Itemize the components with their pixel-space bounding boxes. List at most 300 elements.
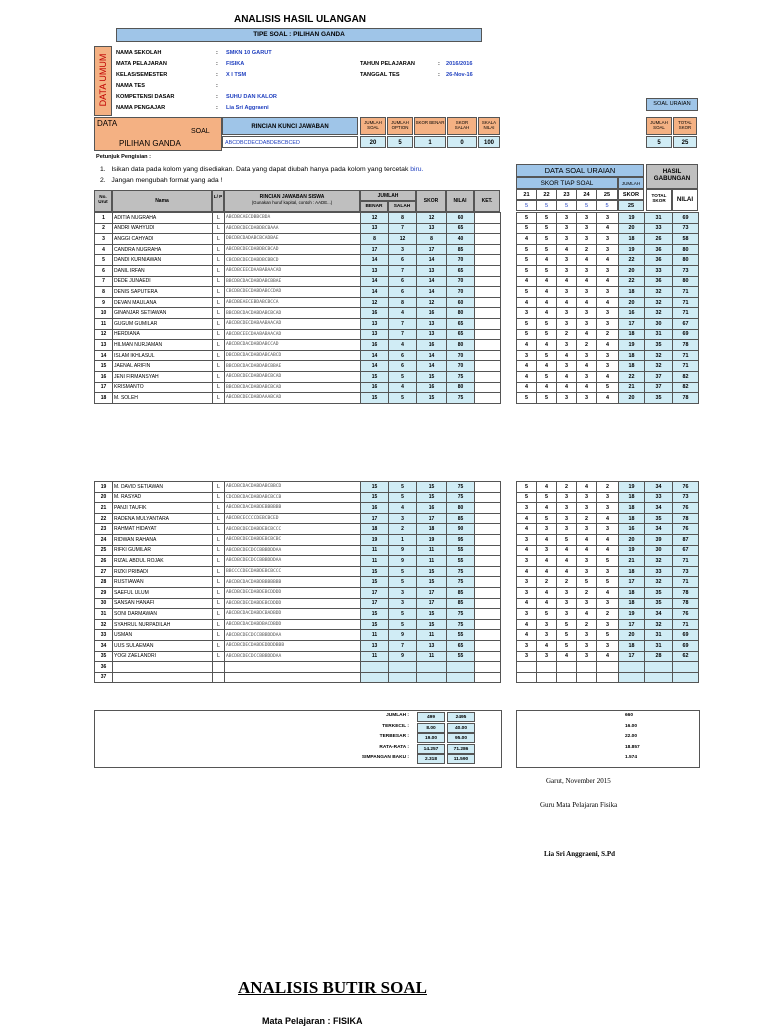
student-answers[interactable]: ABCDBCDACDABDBACDBDD xyxy=(225,619,361,630)
student-answers[interactable]: CDCDBCDACDABDABCBCCB xyxy=(225,492,361,503)
student-gender[interactable]: L xyxy=(213,213,225,224)
student-gender[interactable]: L xyxy=(213,287,225,298)
uraian-score[interactable]: 3 xyxy=(517,587,537,598)
uraian-score[interactable]: 3 xyxy=(597,234,619,245)
uraian-score[interactable]: 4 xyxy=(597,276,619,287)
uraian-score[interactable]: 3 xyxy=(577,492,597,503)
uraian-score[interactable]: 4 xyxy=(517,340,537,351)
uraian-score[interactable]: 4 xyxy=(597,513,619,524)
uraian-score[interactable]: 4 xyxy=(517,545,537,556)
uraian-score[interactable]: 2 xyxy=(577,244,597,255)
student-gender[interactable]: L xyxy=(213,503,225,514)
uraian-score[interactable]: 2 xyxy=(597,482,619,493)
uraian-score[interactable]: 3 xyxy=(557,587,577,598)
student-name[interactable]: DANDI KURNIAWAN xyxy=(113,255,213,266)
uraian-score[interactable]: 3 xyxy=(517,308,537,319)
student-name[interactable]: ADITIA NUGRAHA xyxy=(113,213,213,224)
student-name[interactable] xyxy=(113,662,213,673)
uraian-score[interactable]: 4 xyxy=(537,556,557,567)
uraian-score[interactable]: 3 xyxy=(517,350,537,361)
uraian-score[interactable]: 3 xyxy=(577,350,597,361)
uraian-score[interactable]: 4 xyxy=(537,640,557,651)
student-name[interactable]: RIFKI GUMILAR xyxy=(113,545,213,556)
uraian-score[interactable]: 3 xyxy=(597,566,619,577)
student-gender[interactable]: L xyxy=(213,223,225,234)
student-name[interactable]: ISLAM IKHLASUL xyxy=(113,350,213,361)
uraian-score[interactable] xyxy=(517,662,537,673)
uraian-score[interactable]: 4 xyxy=(537,287,557,298)
student-gender[interactable]: L xyxy=(213,382,225,393)
student-answers[interactable]: DBCDBCDADABCBCADBAE xyxy=(225,234,361,245)
uraian-score[interactable]: 4 xyxy=(517,361,537,372)
uraian-score[interactable]: 4 xyxy=(577,609,597,620)
uraian-score[interactable]: 4 xyxy=(577,276,597,287)
uraian-score[interactable]: 3 xyxy=(577,287,597,298)
uraian-score[interactable]: 3 xyxy=(597,361,619,372)
student-answers[interactable]: ABCDBCDECDABDEBCBCBC xyxy=(225,534,361,545)
uraian-score[interactable]: 3 xyxy=(537,524,557,535)
student-gender[interactable]: L xyxy=(213,609,225,620)
student-gender[interactable]: L xyxy=(213,234,225,245)
uraian-score[interactable]: 2 xyxy=(557,329,577,340)
uraian-score[interactable]: 5 xyxy=(517,318,537,329)
uraian-score[interactable]: 4 xyxy=(537,297,557,308)
student-name[interactable]: SYAHRUL NURPADILAH xyxy=(113,619,213,630)
uraian-score[interactable]: 4 xyxy=(597,545,619,556)
uraian-score[interactable] xyxy=(517,672,537,683)
student-answers[interactable]: DBCDBCDACDABDABCABCD xyxy=(225,350,361,361)
uraian-score[interactable]: 3 xyxy=(557,598,577,609)
uraian-score[interactable]: 4 xyxy=(517,524,537,535)
uraian-score[interactable]: 4 xyxy=(577,255,597,266)
uraian-score[interactable]: 3 xyxy=(597,598,619,609)
uraian-score[interactable]: 4 xyxy=(537,482,557,493)
student-name[interactable]: JAENAL ARIFIN xyxy=(113,361,213,372)
uraian-score[interactable] xyxy=(597,662,619,673)
student-gender[interactable]: L xyxy=(213,340,225,351)
uraian-score[interactable]: 5 xyxy=(517,393,537,404)
student-gender[interactable]: L xyxy=(213,244,225,255)
uraian-score[interactable]: 3 xyxy=(577,630,597,641)
uraian-score[interactable]: 4 xyxy=(537,308,557,319)
uraian-score[interactable]: 3 xyxy=(577,318,597,329)
uraian-score[interactable]: 5 xyxy=(537,393,557,404)
uraian-score[interactable]: 5 xyxy=(517,492,537,503)
uraian-score[interactable]: 4 xyxy=(517,297,537,308)
uraian-score[interactable]: 5 xyxy=(537,223,557,234)
skala-nilai-value[interactable]: 100 xyxy=(478,136,500,148)
student-answers[interactable]: ABCDBCDACDABDBBBBBBB xyxy=(225,577,361,588)
student-answers[interactable]: ABCDBCDECDABDEBCDDDD xyxy=(225,598,361,609)
student-name[interactable]: ANGGI CAHYADI xyxy=(113,234,213,245)
student-answers[interactable]: ABCDBCDECDABDBCBCAD xyxy=(225,244,361,255)
uraian-score[interactable]: 3 xyxy=(557,265,577,276)
uraian-score[interactable]: 4 xyxy=(597,297,619,308)
skor-salah-value[interactable]: 0 xyxy=(447,136,477,148)
student-name[interactable]: DEDE JUNAEDI xyxy=(113,276,213,287)
uraian-score[interactable]: 4 xyxy=(557,244,577,255)
uraian-score[interactable]: 4 xyxy=(577,329,597,340)
uraian-score[interactable]: 2 xyxy=(597,329,619,340)
uraian-score[interactable]: 4 xyxy=(557,651,577,662)
uraian-score[interactable]: 5 xyxy=(537,318,557,329)
uraian-score[interactable]: 4 xyxy=(537,382,557,393)
uraian-score[interactable]: 3 xyxy=(557,609,577,620)
uraian-score[interactable]: 5 xyxy=(557,534,577,545)
uraian-score[interactable]: 2 xyxy=(597,609,619,620)
student-answers[interactable]: ABCDBCDECDABDBCBAAA xyxy=(225,223,361,234)
uraian-score[interactable]: 2 xyxy=(577,587,597,598)
uraian-score[interactable]: 5 xyxy=(517,244,537,255)
uraian-score[interactable]: 5 xyxy=(517,482,537,493)
uraian-score[interactable]: 3 xyxy=(537,545,557,556)
student-answers[interactable]: ABCDBCDECDABDABCBCAD xyxy=(225,371,361,382)
student-gender[interactable]: L xyxy=(213,566,225,577)
uraian-score[interactable]: 5 xyxy=(517,255,537,266)
student-name[interactable]: UUS SULAEMAN xyxy=(113,640,213,651)
student-answers[interactable]: ABCDBCDACDABDCBADBDD xyxy=(225,609,361,620)
uraian-score[interactable]: 4 xyxy=(577,482,597,493)
student-name[interactable]: GINANJAR SETIAWAN xyxy=(113,308,213,319)
student-name[interactable]: GUGUM GUMILAR xyxy=(113,318,213,329)
uraian-jumlah-soal-value[interactable]: 5 xyxy=(646,136,672,148)
student-gender[interactable]: L xyxy=(213,534,225,545)
info-value[interactable]: X I TSM xyxy=(226,72,247,78)
uraian-score[interactable]: 4 xyxy=(517,598,537,609)
kunci-jawaban[interactable]: ABCDBCDECDABDEBCBCED xyxy=(222,136,358,148)
uraian-score[interactable]: 4 xyxy=(537,361,557,372)
student-gender[interactable]: L xyxy=(213,297,225,308)
uraian-score[interactable]: 3 xyxy=(557,255,577,266)
student-name[interactable]: USMAN xyxy=(113,630,213,641)
uraian-score[interactable]: 4 xyxy=(517,371,537,382)
uraian-score[interactable]: 4 xyxy=(577,545,597,556)
student-gender[interactable]: L xyxy=(213,556,225,567)
student-gender[interactable]: L xyxy=(213,255,225,266)
student-gender[interactable]: L xyxy=(213,492,225,503)
uraian-score[interactable]: 5 xyxy=(557,640,577,651)
uraian-score[interactable]: 3 xyxy=(517,577,537,588)
student-name[interactable]: RIZAL ABDUL ROJAK xyxy=(113,556,213,567)
student-name[interactable]: SONI DARMAWAN xyxy=(113,609,213,620)
uraian-score[interactable]: 3 xyxy=(597,619,619,630)
info-value[interactable]: Lia Sri Aggraeni xyxy=(226,105,269,111)
uraian-score[interactable]: 4 xyxy=(557,276,577,287)
uraian-score[interactable]: 3 xyxy=(597,244,619,255)
uraian-score[interactable]: 4 xyxy=(597,393,619,404)
uraian-score[interactable]: 3 xyxy=(517,534,537,545)
student-gender[interactable]: L xyxy=(213,630,225,641)
student-gender[interactable]: L xyxy=(213,371,225,382)
student-answers[interactable]: CBCDBCDECDABDBCBBCD xyxy=(225,255,361,266)
uraian-score[interactable]: 4 xyxy=(557,382,577,393)
student-answers[interactable]: ABCDBCDACDABDABCBBCD xyxy=(225,482,361,493)
uraian-score[interactable]: 3 xyxy=(557,234,577,245)
uraian-score[interactable] xyxy=(597,672,619,683)
uraian-score[interactable]: 3 xyxy=(557,340,577,351)
uraian-score[interactable]: 3 xyxy=(577,234,597,245)
uraian-score[interactable]: 2 xyxy=(537,577,557,588)
uraian-score[interactable]: 3 xyxy=(517,503,537,514)
uraian-score[interactable]: 3 xyxy=(577,308,597,319)
student-gender[interactable]: L xyxy=(213,587,225,598)
uraian-score[interactable]: 4 xyxy=(537,566,557,577)
uraian-score[interactable]: 4 xyxy=(517,234,537,245)
uraian-score[interactable]: 3 xyxy=(577,640,597,651)
student-name[interactable]: DEVAN MAULANA xyxy=(113,297,213,308)
info-value[interactable]: SUHU DAN KALOR xyxy=(226,94,277,100)
uraian-score[interactable]: 5 xyxy=(577,577,597,588)
uraian-score[interactable]: 3 xyxy=(597,492,619,503)
uraian-score[interactable]: 4 xyxy=(557,350,577,361)
uraian-score[interactable]: 4 xyxy=(537,534,557,545)
student-name[interactable]: RAHMAT HIDAYAT xyxy=(113,524,213,535)
student-answers[interactable]: ABCDBCDECDCCBBBDDDAA xyxy=(225,630,361,641)
uraian-score[interactable]: 4 xyxy=(537,587,557,598)
uraian-score[interactable]: 4 xyxy=(517,513,537,524)
uraian-score[interactable]: 3 xyxy=(597,350,619,361)
uraian-score[interactable]: 5 xyxy=(597,556,619,567)
student-answers[interactable]: ABCDBCDECDCCBBBDDDAA xyxy=(225,651,361,662)
uraian-score[interactable]: 5 xyxy=(537,492,557,503)
uraian-score[interactable] xyxy=(557,672,577,683)
student-gender[interactable]: L xyxy=(213,265,225,276)
student-answers[interactable]: ABCDBCDECDABDEBCDDDD xyxy=(225,587,361,598)
uraian-score[interactable]: 5 xyxy=(517,223,537,234)
uraian-score[interactable]: 3 xyxy=(577,556,597,567)
uraian-score[interactable]: 3 xyxy=(557,503,577,514)
student-gender[interactable]: L xyxy=(213,577,225,588)
student-answers[interactable]: ABCDBCDECDABDEBCBCCC xyxy=(225,524,361,535)
uraian-score[interactable]: 4 xyxy=(537,598,557,609)
student-name[interactable] xyxy=(113,672,213,683)
uraian-score[interactable]: 5 xyxy=(597,382,619,393)
uraian-score[interactable]: 3 xyxy=(517,609,537,620)
student-answers[interactable]: BBCDBCDACDABDABCBCAD xyxy=(225,382,361,393)
uraian-score[interactable]: 3 xyxy=(597,524,619,535)
student-answers[interactable]: BBCDBCDACDABDABCBBAE xyxy=(225,361,361,372)
student-answers[interactable]: ABCDBCDECDCCBBBDDDAA xyxy=(225,545,361,556)
uraian-score[interactable]: 4 xyxy=(597,371,619,382)
student-name[interactable]: DENIS SAPUTERA xyxy=(113,287,213,298)
student-answers[interactable]: ABCDBCDECDABDAAABCAD xyxy=(225,393,361,404)
student-gender[interactable] xyxy=(213,672,225,683)
student-name[interactable]: YOGI ZAELANDRI xyxy=(113,651,213,662)
skor-benar-value[interactable]: 1 xyxy=(414,136,446,148)
student-name[interactable]: HILMAN NURJAMAN xyxy=(113,340,213,351)
uraian-score[interactable]: 2 xyxy=(557,577,577,588)
student-gender[interactable]: L xyxy=(213,640,225,651)
student-gender[interactable]: L xyxy=(213,361,225,372)
uraian-score[interactable]: 4 xyxy=(517,276,537,287)
uraian-score[interactable]: 3 xyxy=(537,630,557,641)
uraian-score[interactable]: 4 xyxy=(557,371,577,382)
student-name[interactable]: ANDRI WAHYUDI xyxy=(113,223,213,234)
uraian-score[interactable]: 4 xyxy=(517,630,537,641)
uraian-score[interactable]: 4 xyxy=(537,340,557,351)
student-gender[interactable]: L xyxy=(213,524,225,535)
student-answers[interactable]: ABCDBEAECEBDABCBCCA xyxy=(225,297,361,308)
uraian-score[interactable]: 2 xyxy=(557,482,577,493)
uraian-score[interactable]: 5 xyxy=(537,329,557,340)
uraian-score[interactable]: 3 xyxy=(597,265,619,276)
uraian-score[interactable]: 4 xyxy=(557,566,577,577)
tahun-value[interactable]: 2016/2016 xyxy=(446,61,473,67)
uraian-score[interactable]: 3 xyxy=(597,287,619,298)
uraian-score[interactable]: 3 xyxy=(577,566,597,577)
student-gender[interactable]: L xyxy=(213,619,225,630)
uraian-score[interactable]: 4 xyxy=(577,297,597,308)
uraian-score[interactable]: 5 xyxy=(537,371,557,382)
student-answers[interactable]: BBCCCCDECDABDEBCBCCC xyxy=(225,566,361,577)
student-answers[interactable]: ABCDBCDECDABAABAACAD xyxy=(225,318,361,329)
student-answers[interactable]: ABCDBCEECDAABABAACAD xyxy=(225,329,361,340)
uraian-score[interactable]: 5 xyxy=(537,213,557,224)
uraian-score[interactable]: 3 xyxy=(597,503,619,514)
student-name[interactable]: SAEFUL ULUM xyxy=(113,587,213,598)
uraian-score[interactable]: 3 xyxy=(577,651,597,662)
uraian-score[interactable]: 5 xyxy=(517,213,537,224)
uraian-score[interactable]: 5 xyxy=(597,577,619,588)
uraian-score[interactable]: 3 xyxy=(557,492,577,503)
uraian-score[interactable]: 3 xyxy=(557,393,577,404)
uraian-score[interactable]: 5 xyxy=(517,329,537,340)
uraian-score[interactable] xyxy=(577,672,597,683)
uraian-score[interactable]: 3 xyxy=(517,651,537,662)
uraian-score[interactable]: 5 xyxy=(537,609,557,620)
student-answers[interactable]: ABCDBCAECDBBCBDA xyxy=(225,213,361,224)
uraian-score[interactable]: 5 xyxy=(597,630,619,641)
uraian-score[interactable] xyxy=(537,662,557,673)
student-name[interactable]: M. SOLEH xyxy=(113,393,213,404)
uraian-score[interactable]: 2 xyxy=(577,513,597,524)
uraian-score[interactable]: 4 xyxy=(537,276,557,287)
uraian-score[interactable]: 4 xyxy=(517,566,537,577)
uraian-score[interactable]: 2 xyxy=(577,619,597,630)
info-value[interactable]: FISIKA xyxy=(226,61,245,67)
student-answers[interactable]: BBCDBCDACDABDABCBBAE xyxy=(225,276,361,287)
student-answers[interactable] xyxy=(225,672,361,683)
student-name[interactable]: SANSAN HANAFI xyxy=(113,598,213,609)
uraian-score[interactable]: 4 xyxy=(597,255,619,266)
jumlah-soal-value[interactable]: 20 xyxy=(360,136,386,148)
uraian-score[interactable]: 4 xyxy=(597,651,619,662)
student-name[interactable]: M. DAVID SETIAWAN xyxy=(113,482,213,493)
uraian-score[interactable]: 5 xyxy=(537,513,557,524)
student-gender[interactable]: L xyxy=(213,393,225,404)
uraian-score[interactable]: 4 xyxy=(577,382,597,393)
uraian-score[interactable]: 4 xyxy=(557,556,577,567)
student-gender[interactable]: L xyxy=(213,598,225,609)
student-gender[interactable]: L xyxy=(213,308,225,319)
uraian-score[interactable]: 3 xyxy=(537,651,557,662)
uraian-score[interactable]: 3 xyxy=(557,223,577,234)
uraian-score[interactable] xyxy=(537,672,557,683)
uraian-score[interactable]: 5 xyxy=(537,350,557,361)
uraian-score[interactable]: 2 xyxy=(577,340,597,351)
uraian-score[interactable]: 5 xyxy=(517,287,537,298)
uraian-score[interactable] xyxy=(577,662,597,673)
uraian-score[interactable]: 4 xyxy=(597,340,619,351)
student-gender[interactable]: L xyxy=(213,276,225,287)
uraian-score[interactable]: 3 xyxy=(557,513,577,524)
uraian-score[interactable]: 3 xyxy=(577,503,597,514)
uraian-score[interactable]: 5 xyxy=(537,234,557,245)
uraian-score[interactable]: 3 xyxy=(577,213,597,224)
uraian-score[interactable]: 3 xyxy=(537,619,557,630)
uraian-score[interactable]: 4 xyxy=(517,382,537,393)
uraian-score[interactable]: 4 xyxy=(597,587,619,598)
uraian-score[interactable]: 5 xyxy=(537,265,557,276)
student-name[interactable]: JENI FIRMANSYAH xyxy=(113,371,213,382)
uraian-score[interactable]: 5 xyxy=(557,630,577,641)
uraian-score[interactable]: 3 xyxy=(557,308,577,319)
uraian-score[interactable]: 3 xyxy=(557,524,577,535)
student-answers[interactable]: ABCDBCDECDCCBBBDDDAA xyxy=(225,556,361,567)
uraian-score[interactable]: 4 xyxy=(557,297,577,308)
uraian-score[interactable]: 3 xyxy=(557,287,577,298)
uraian-score[interactable]: 4 xyxy=(537,503,557,514)
student-gender[interactable]: L xyxy=(213,651,225,662)
uraian-score[interactable]: 3 xyxy=(557,318,577,329)
student-name[interactable]: DANIL IRFAN xyxy=(113,265,213,276)
student-answers[interactable]: ABCDBCDACDABDEBBBBBB xyxy=(225,503,361,514)
uraian-score[interactable]: 3 xyxy=(577,598,597,609)
uraian-score[interactable]: 4 xyxy=(597,223,619,234)
uraian-score[interactable]: 3 xyxy=(517,640,537,651)
uraian-score[interactable]: 4 xyxy=(577,534,597,545)
student-name[interactable]: CANDRA NUGRAHA xyxy=(113,244,213,255)
student-gender[interactable]: L xyxy=(213,513,225,524)
uraian-score[interactable]: 3 xyxy=(597,308,619,319)
uraian-score[interactable]: 3 xyxy=(577,223,597,234)
student-gender[interactable]: L xyxy=(213,482,225,493)
student-gender[interactable]: L xyxy=(213,350,225,361)
student-name[interactable]: M. RASYAD xyxy=(113,492,213,503)
uraian-score[interactable]: 5 xyxy=(517,265,537,276)
uraian-score[interactable]: 3 xyxy=(577,371,597,382)
student-gender[interactable]: L xyxy=(213,545,225,556)
student-answers[interactable] xyxy=(225,662,361,673)
uraian-score[interactable]: 3 xyxy=(577,524,597,535)
uraian-score[interactable]: 4 xyxy=(597,534,619,545)
uraian-score[interactable]: 4 xyxy=(577,361,597,372)
jumlah-option-value[interactable]: 5 xyxy=(387,136,413,148)
uraian-score[interactable]: 3 xyxy=(577,265,597,276)
student-name[interactable]: KRISMANTO xyxy=(113,382,213,393)
student-answers[interactable]: ABCDBCECCCCDEBCBCED xyxy=(225,513,361,524)
student-gender[interactable]: L xyxy=(213,318,225,329)
uraian-score[interactable]: 4 xyxy=(557,545,577,556)
student-name[interactable]: RIZKI PRIBADI xyxy=(113,566,213,577)
student-gender[interactable]: L xyxy=(213,329,225,340)
student-name[interactable]: RIDWAN RAHANA xyxy=(113,534,213,545)
student-name[interactable]: HERDIANA xyxy=(113,329,213,340)
student-answers[interactable]: ABCDBCDECDABDEDDDDBBB xyxy=(225,640,361,651)
uraian-score[interactable]: 3 xyxy=(597,318,619,329)
student-name[interactable]: PANJI TAUFIK xyxy=(113,503,213,514)
uraian-score[interactable]: 4 xyxy=(537,255,557,266)
student-name[interactable]: RUSTIAWAN xyxy=(113,577,213,588)
student-answers[interactable]: CBCDBCDECDABDABCCDAD xyxy=(225,287,361,298)
uraian-score[interactable]: 3 xyxy=(597,213,619,224)
info-value[interactable]: SMKN 10 GARUT xyxy=(226,50,272,56)
uraian-score[interactable]: 3 xyxy=(557,361,577,372)
uraian-score[interactable]: 3 xyxy=(577,393,597,404)
uraian-score[interactable]: 3 xyxy=(557,213,577,224)
student-answers[interactable]: ABCDBCEECDAABABAACAD xyxy=(225,265,361,276)
student-name[interactable]: RADENA MULYANTARA xyxy=(113,513,213,524)
